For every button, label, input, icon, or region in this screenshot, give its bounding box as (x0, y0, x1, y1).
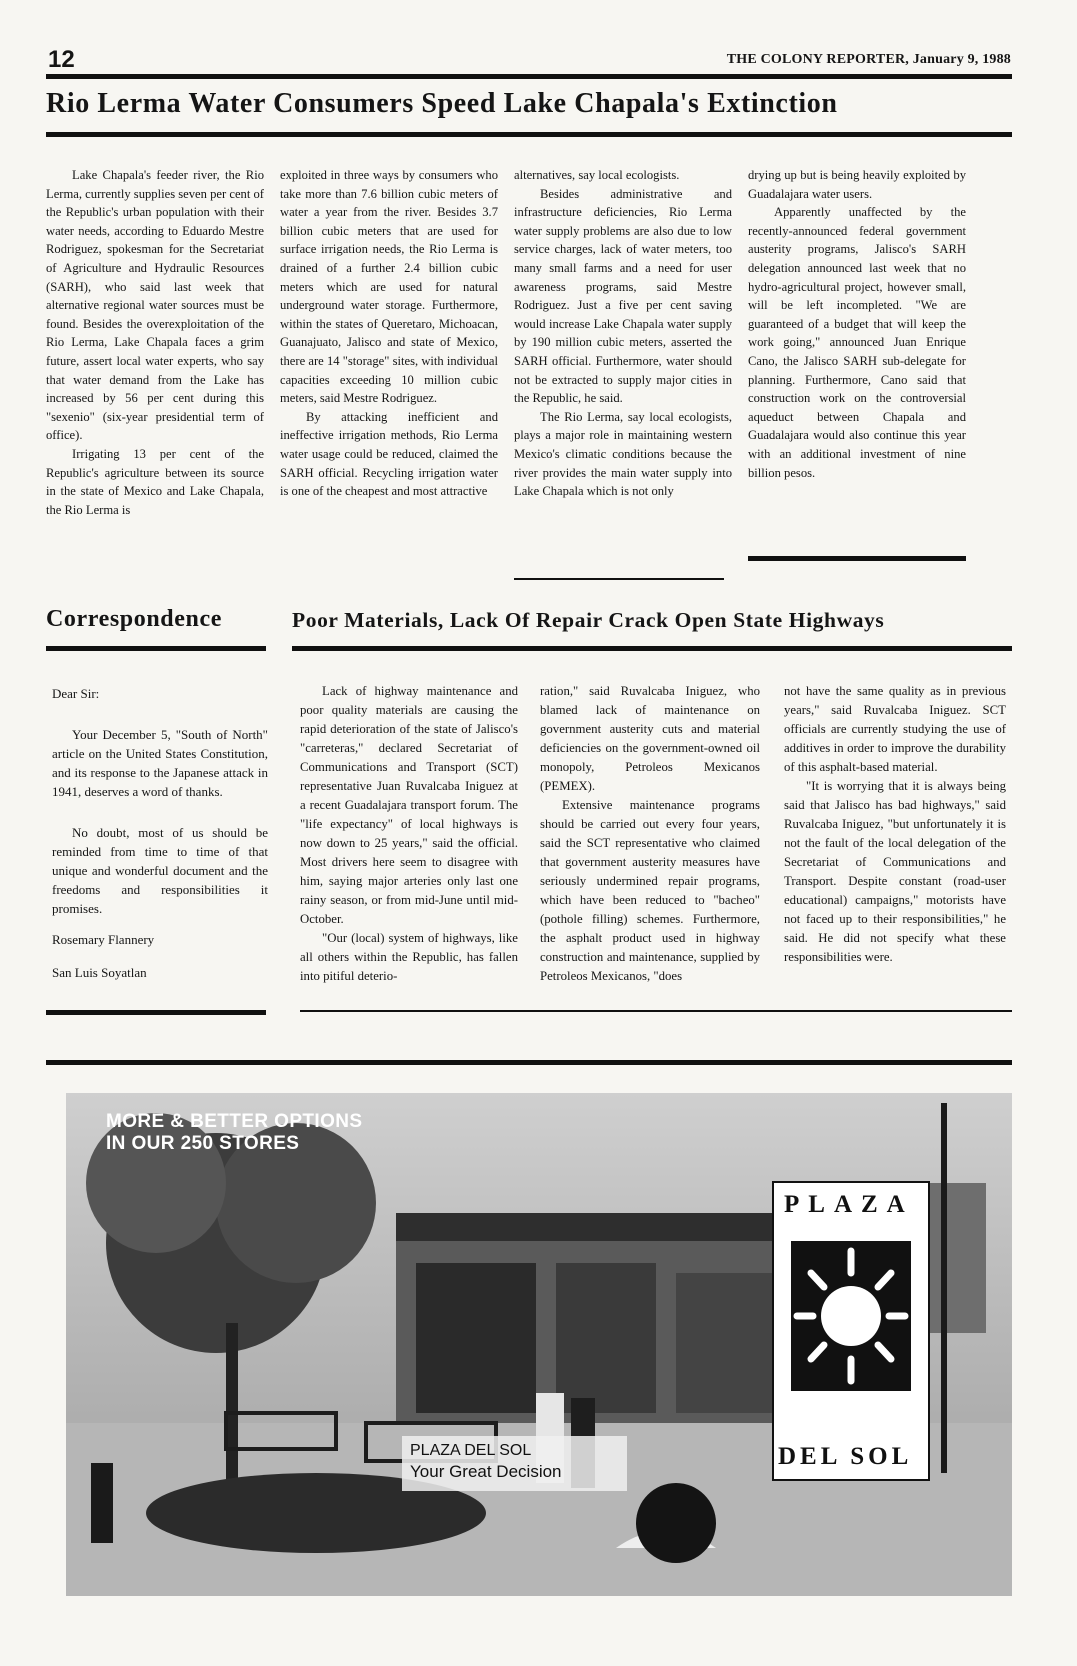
paragraph: By attacking inefficient and ineffective irrigation methods, Rio Lerma water usage could be reduced, claimed the SARH official. Recycling irrigation water is one of the cheapest and most attractive (280, 409, 498, 499)
plaza-del-sol-advertisement (66, 1093, 1012, 1596)
correspondence-rule (46, 646, 266, 651)
ad-tagline-line-1: PLAZA DEL SOL (410, 1442, 532, 1459)
header-rule (46, 74, 1012, 79)
column-end-rule (514, 578, 724, 580)
paragraph: "It is worrying that it is always being said that Jalisco has bad highways," said Ruvalcaba Iniguez, "but unfortunately it is not the fault of the local delegation of the Secretariat of Communications and Transport. Despite constant (road-user educational) campaigns," motorists have not faced up to their responsibilities," he said. He did not specify what these responsibilities were. (784, 779, 1006, 964)
highway-column-3 (784, 682, 1006, 967)
letter-paragraph: Your December 5, "South of North" article on the United States Constitution, and its response to the Japanese attack in 1941, deserves a word of thanks. (52, 727, 268, 799)
highway-end-rule (300, 1010, 1012, 1012)
highway-headline: Poor Materials, Lack Of Repair Crack Open State Highways (292, 608, 885, 632)
story-end-rule (748, 556, 966, 561)
letter-paragraph: No doubt, most of us should be reminded from time to time of that unique and wonderful document and the freedoms and responsibilities it promises. (52, 825, 268, 916)
ad-banner-line-1: MORE & BETTER OPTIONS (106, 1111, 363, 1132)
letter-signature: Rosemary Flannery (52, 932, 155, 947)
main-story-column-1 (46, 166, 264, 519)
main-story-column-3 (514, 166, 732, 501)
letter-location: San Luis Soyatlan (52, 965, 147, 980)
paragraph: ration," said Ruvalcaba Iniguez, who blamed lack of maintenance on government austerity cuts and material deficiencies on the government-owned oil monopoly, Petroleos Mexicanos (PEMEX). (540, 684, 760, 793)
main-story-column-4 (748, 166, 966, 482)
sun-icon (791, 1241, 911, 1391)
page-number: 12 (48, 46, 75, 73)
headline-rule (46, 132, 1012, 137)
ad-tagline-line-2: Your Great Decision (410, 1462, 562, 1481)
masthead: THE COLONY REPORTER, January 9, 1988 (726, 52, 1011, 67)
paragraph: alternatives, say local ecologists. (514, 168, 680, 182)
main-headline: Rio Lerma Water Consumers Speed Lake Chapala's Extinction (46, 88, 838, 119)
paragraph: "Our (local) system of highways, like all others within the Republic, has fallen into pitiful deterio- (300, 931, 518, 983)
plaza-del-sol-logo (772, 1181, 930, 1481)
paragraph: Irrigating 13 per cent of the Republic's agriculture between its source in the state of Mexico and Lake Chapala, the Rio Lerma is (46, 446, 264, 517)
ad-banner-line-2: IN OUR 250 STORES (106, 1133, 300, 1154)
paragraph: The Rio Lerma, say local ecologists, plays a major role in maintaining western Mexico's climatic conditions because the river provides the main water supply into Lake Chapala which is not only (514, 409, 732, 499)
paragraph: drying up but is being heavily exploited by Guadalajara water users. (748, 168, 966, 201)
paragraph: Extensive maintenance programs should be carried out every four years, said the SCT representative who claimed that government austerity measures have seriously undermined repair programs, which have been reduced to "bacheo" (pothole filling) schemes. Furthermore, the asphalt product used in highway construction and maintenance, supplied by Petroleos Mexicanos, "does (540, 798, 760, 983)
ad-separator-rule (46, 1060, 1012, 1065)
letter-salutation: Dear Sir: (52, 686, 100, 701)
ad-tagline-box (402, 1436, 627, 1491)
paragraph: not have the same quality as in previous years," said Ruvalcaba Iniguez. SCT officials are currently studying the use of additives in order to improve the durability of this asphalt-based material. (784, 684, 1006, 774)
logo-word-top: PLAZA (784, 1191, 914, 1218)
paragraph: Besides administrative and infrastructure deficiencies, Rio Lerma water supply problems are also due to low service charges, lack of water meters, too many small farms and a need for user awareness programs, said Mestre Rodriguez. Just a five per cent saving would increase Lake Chapala water supply by 190 million cubic meters, asserted the SARH official. Furthermore, water should not be extracted to supply major cities in the Republic, he said. (514, 186, 732, 406)
letter (52, 684, 268, 982)
paragraph: Lake Chapala's feeder river, the Rio Lerma, currently supplies seven per cent of the Republic's urban population with their water needs, according to Eduardo Mestre Rodriguez, spokesman for the Secretariat of Agriculture and Hydraulic Resources (SARH), who said last week that alternative regional water sources must be found. Besides the overexploitation of the Rio Lerma, Lake Chapala faces a grim future, assert local water experts, who say that water demand from the Lake has increased by 56 per cent during this "sexenio" (six-year presidential term of office). (46, 168, 264, 443)
highway-column-2 (540, 682, 760, 986)
highway-rule (292, 646, 1012, 651)
paragraph: exploited in three ways by consumers who take more than 7.6 billion cubic meters of water a year from the river. Besides 3.7 billion cubic meters that are used for surface irrigation needs, the Rio Lerma is drained of a further 2.4 billion cubic meters which are used for natural underground water storage. Furthermore, within the states of Queretaro, Michoacan, Guanajuato, Jalisco and state of Mexico, there are 14 "storage" sites, with individual capacities exceeding 10 million cubic meters, said Mestre Rodriguez. (280, 168, 498, 406)
paragraph: Apparently unaffected by the recently-announced federal government austerity programs, Jalisco's SARH delegation announced last week that no hydro-agricultural project, however small, will be left incompleted. "We are guaranteed of a budget that will keep the work going," announced Juan Enrique Cano, the Jalisco SARH sub-delegate for planning. Furthermore, Cano said that construction work on the controversial aqueduct between Chapala and Guadalajara would also continue this year with an additional investment of nine billion pesos. (748, 205, 966, 480)
letter-end-rule (46, 1010, 266, 1015)
main-story-column-2 (280, 166, 498, 501)
paragraph: Lack of highway maintenance and poor quality materials are causing the rapid deterioration of the state of Jalisco's "carreteras," declared Secretariat of Communications and Transport (SCT) representative Juan Ruvalcaba Iniguez at a recent Guadalajara transport forum. The "life expectancy" of local highways is now down to 25 years," said the official. Most drivers here seem to disagree with him, saying major arteries only last one rainy season, or from mid-June until mid-October. (300, 684, 518, 926)
ad-banner (106, 1111, 362, 1155)
correspondence-heading: Correspondence (46, 606, 222, 632)
highway-column-1 (300, 682, 518, 986)
logo-word-bottom: DEL SOL (778, 1443, 913, 1470)
